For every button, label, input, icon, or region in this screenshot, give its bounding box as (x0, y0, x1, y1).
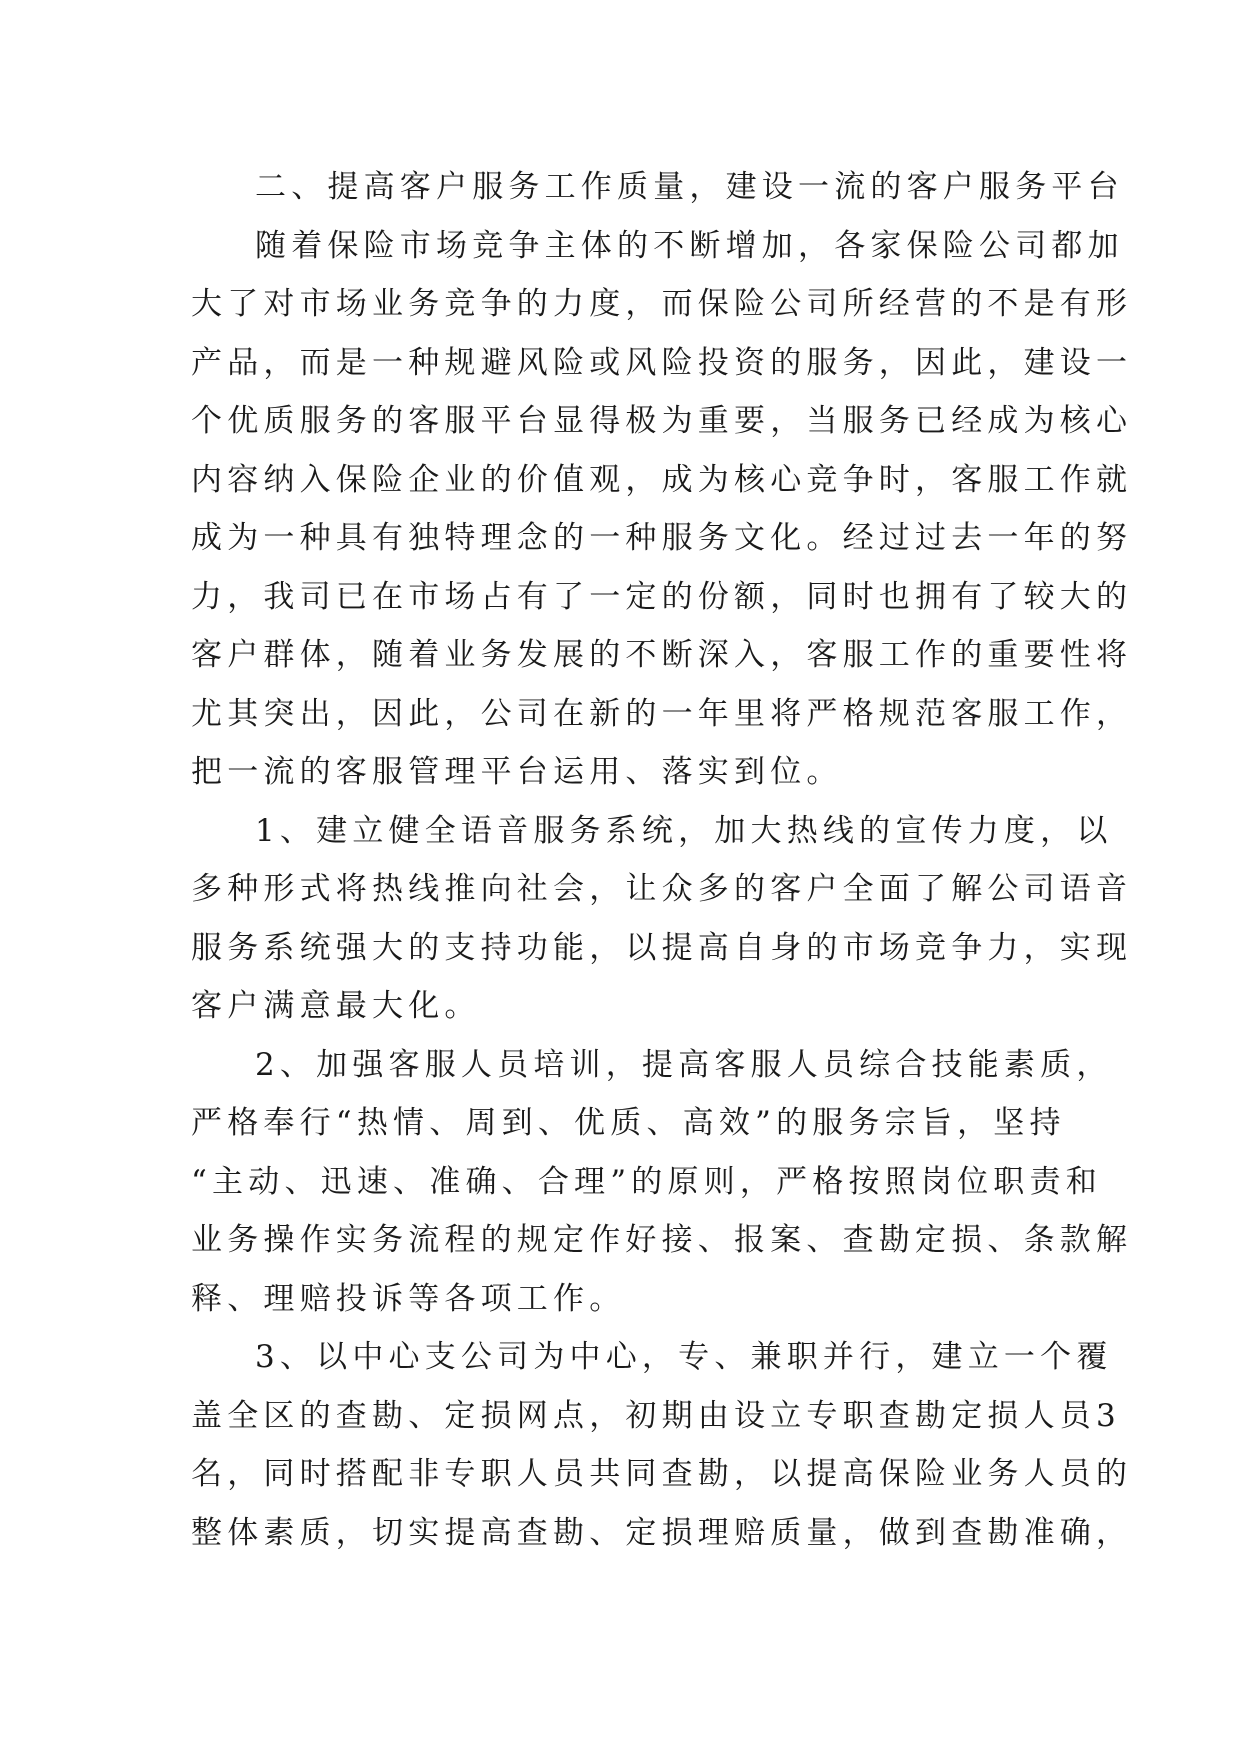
text-line: 把一流的客服管理平台运用、落实到位。 (191, 754, 843, 790)
text-line: 释、理赔投诉等各项工作。 (191, 1280, 626, 1317)
text-line: 名，同时搭配非专职人员共同查勘，以提高保险业务人员的 (191, 1456, 1133, 1492)
text-line: 2、加强客服人员培训，提高客服人员综合技能素质， (255, 1046, 1113, 1083)
text-line: 尤其突出，因此，公司在新的一年里将严格规范客服工作， (191, 695, 1133, 732)
text-line: 1、建立健全语音服务系统，加大热线的宣传力度，以 (255, 812, 1113, 849)
text-line: 成为一种具有独特理念的一种服务文化。经过过去一年的努 (191, 520, 1133, 556)
document-body (191, 158, 1133, 1562)
text-line: 产品，而是一种规避风险或风险投资的服务，因此，建设一 (191, 344, 1133, 381)
text-line: 个优质服务的客服平台显得极为重要，当服务已经成为核心 (191, 403, 1133, 439)
text-line: 力，我司已在市场占有了一定的份额，同时也拥有了较大的 (191, 578, 1133, 615)
text-line: 整体素质，切实提高查勘、定损理赔质量，做到查勘准确， (191, 1514, 1133, 1551)
text-line: 服务系统强大的支持功能，以提高自身的市场竞争力，实现 (191, 929, 1133, 966)
text-line: 3、以中心支公司为中心，专、兼职并行，建立一个覆 (255, 1339, 1113, 1375)
text-line: 客户满意最大化。 (191, 988, 481, 1024)
text-line: 多种形式将热线推向社会，让众多的客户全面了解公司语音 (191, 871, 1133, 907)
text-line: 内容纳入保险企业的价值观，成为核心竞争时，客服工作就 (191, 461, 1133, 498)
section-heading: 二、提高客户服务工作质量，建设一流的客户服务平台 (255, 169, 1124, 205)
text-line: 严格奉行“热情、周到、优质、高效”的服务宗旨，坚持 (191, 1105, 1066, 1141)
text-line: 大了对市场业务竞争的力度，而保险公司所经营的不是有形 (191, 286, 1133, 322)
text-line: 盖全区的查勘、定损网点，初期由设立专职查勘定损人员3 (191, 1397, 1121, 1434)
text-line: 业务操作实务流程的规定作好接、报案、查勘定损、条款解 (191, 1222, 1133, 1258)
text-line: 随着保险市场竞争主体的不断增加，各家保险公司都加 (255, 227, 1124, 264)
text-line: “主动、迅速、准确、合理”的原则，严格按照岗位职责和 (191, 1163, 1102, 1200)
text-line: 客户群体，随着业务发展的不断深入，客服工作的重要性将 (191, 637, 1133, 673)
